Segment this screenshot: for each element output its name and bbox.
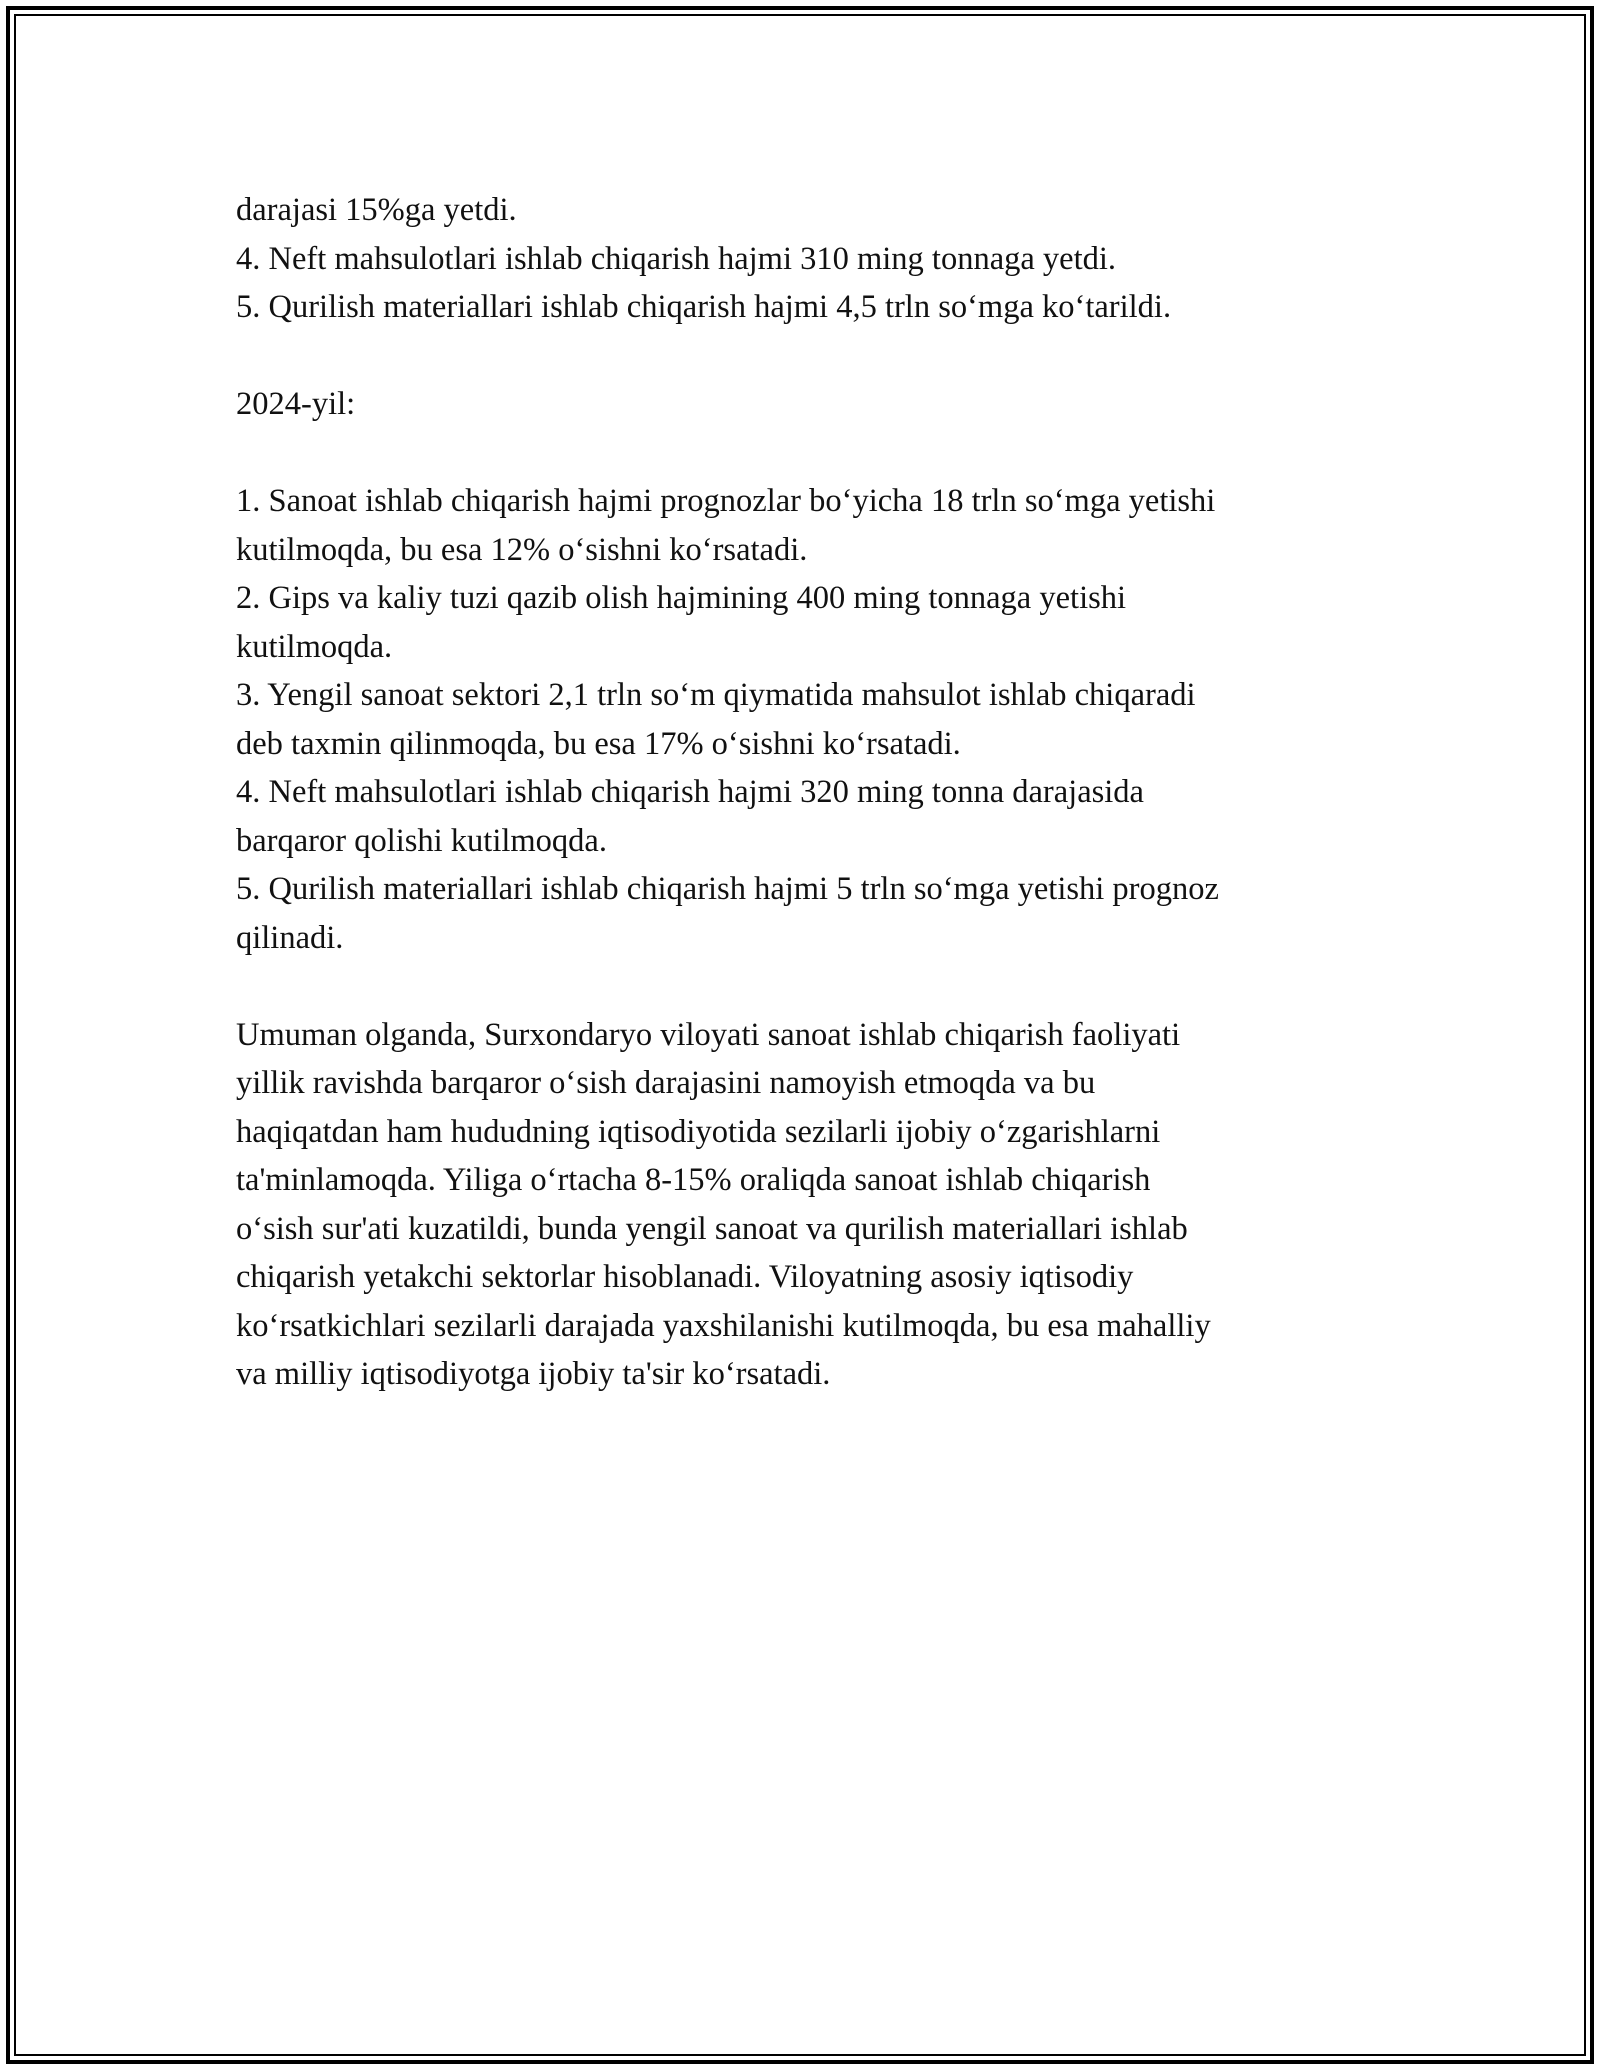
list-item-4: 4. Neft mahsulotlari ishlab chiqarish hajmi 320 ming tonna darajasida: [236, 774, 1144, 810]
list-item-1-cont: kutilmoqda, bu esa 12% o‘sishni ko‘rsatadi.: [236, 531, 808, 568]
summary-paragraph: [236, 1011, 1386, 1399]
summary-line: Umuman olganda, Surxondaryo viloyati sanoat ishlab chiqarish faoliyati: [236, 1016, 1181, 1053]
list-item-2-cont: kutilmoqda.: [236, 628, 393, 665]
summary-line: yillik ravishda barqaror o‘sish darajasini namoyish etmoqda va bu: [236, 1065, 1096, 1101]
document-body: [236, 186, 1386, 1399]
paragraph-gap: [236, 962, 1386, 1011]
list-item-5: 5. Qurilish materiallari ishlab chiqarish hajmi 5 trln so‘mga yetishi prognoz: [236, 871, 1219, 907]
continued-list: [236, 186, 1386, 332]
list-item-3: 3. Yengil sanoat sektori 2,1 trln so‘m qiymatida mahsulot ishlab chiqaradi: [236, 677, 1196, 713]
list-item-3-cont: deb taxmin qilinmoqda, bu esa 17% o‘sishni ko‘rsatadi.: [236, 725, 961, 762]
summary-line: haqiqatdan ham hududning iqtisodiyotida sezilarli ijobiy o‘zgarishlarni: [236, 1113, 1161, 1150]
paragraph-gap: [236, 429, 1386, 478]
list-item-5-cont: qilinadi.: [236, 919, 344, 956]
list-item-4: 4. Neft mahsulotlari ishlab chiqarish hajmi 310 ming tonnaga yetdi.: [236, 240, 1117, 277]
list-item-4-cont: barqaror qolishi kutilmoqda.: [236, 822, 607, 859]
summary-line: ta'minlamoqda. Yiliga o‘rtacha 8-15% oraliqda sanoat ishlab chiqarish: [236, 1162, 1151, 1198]
paragraph-gap: [236, 332, 1386, 381]
summary-line: chiqarish yetakchi sektorlar hisoblanadi. Viloyatning asosiy iqtisodiy: [236, 1259, 1134, 1295]
list-item-1: 1. Sanoat ishlab chiqarish hajmi prognozlar bo‘yicha 18 trln so‘mga yetishi: [236, 483, 1216, 519]
summary-line: va milliy iqtisodiyotga ijobiy ta'sir ko‘rsatadi.: [236, 1356, 831, 1392]
forecast-list: [236, 477, 1386, 962]
summary-line: ko‘rsatkichlari sezilarli darajada yaxshilanishi kutilmoqda, bu esa mahalliy: [236, 1307, 1211, 1344]
summary-line: o‘sish sur'ati kuzatildi, bunda yengil sanoat va qurilish materiallari ishlab: [236, 1210, 1188, 1247]
list-item-2: 2. Gips va kaliy tuzi qazib olish hajmining 400 ming tonnaga yetishi: [236, 580, 1127, 616]
list-item-5: 5. Qurilish materiallari ishlab chiqarish hajmi 4,5 trln so‘mga ko‘tarildi.: [236, 289, 1172, 325]
year-heading: 2024-yil:: [236, 386, 356, 422]
text-line: darajasi 15%ga yetdi.: [236, 192, 517, 228]
